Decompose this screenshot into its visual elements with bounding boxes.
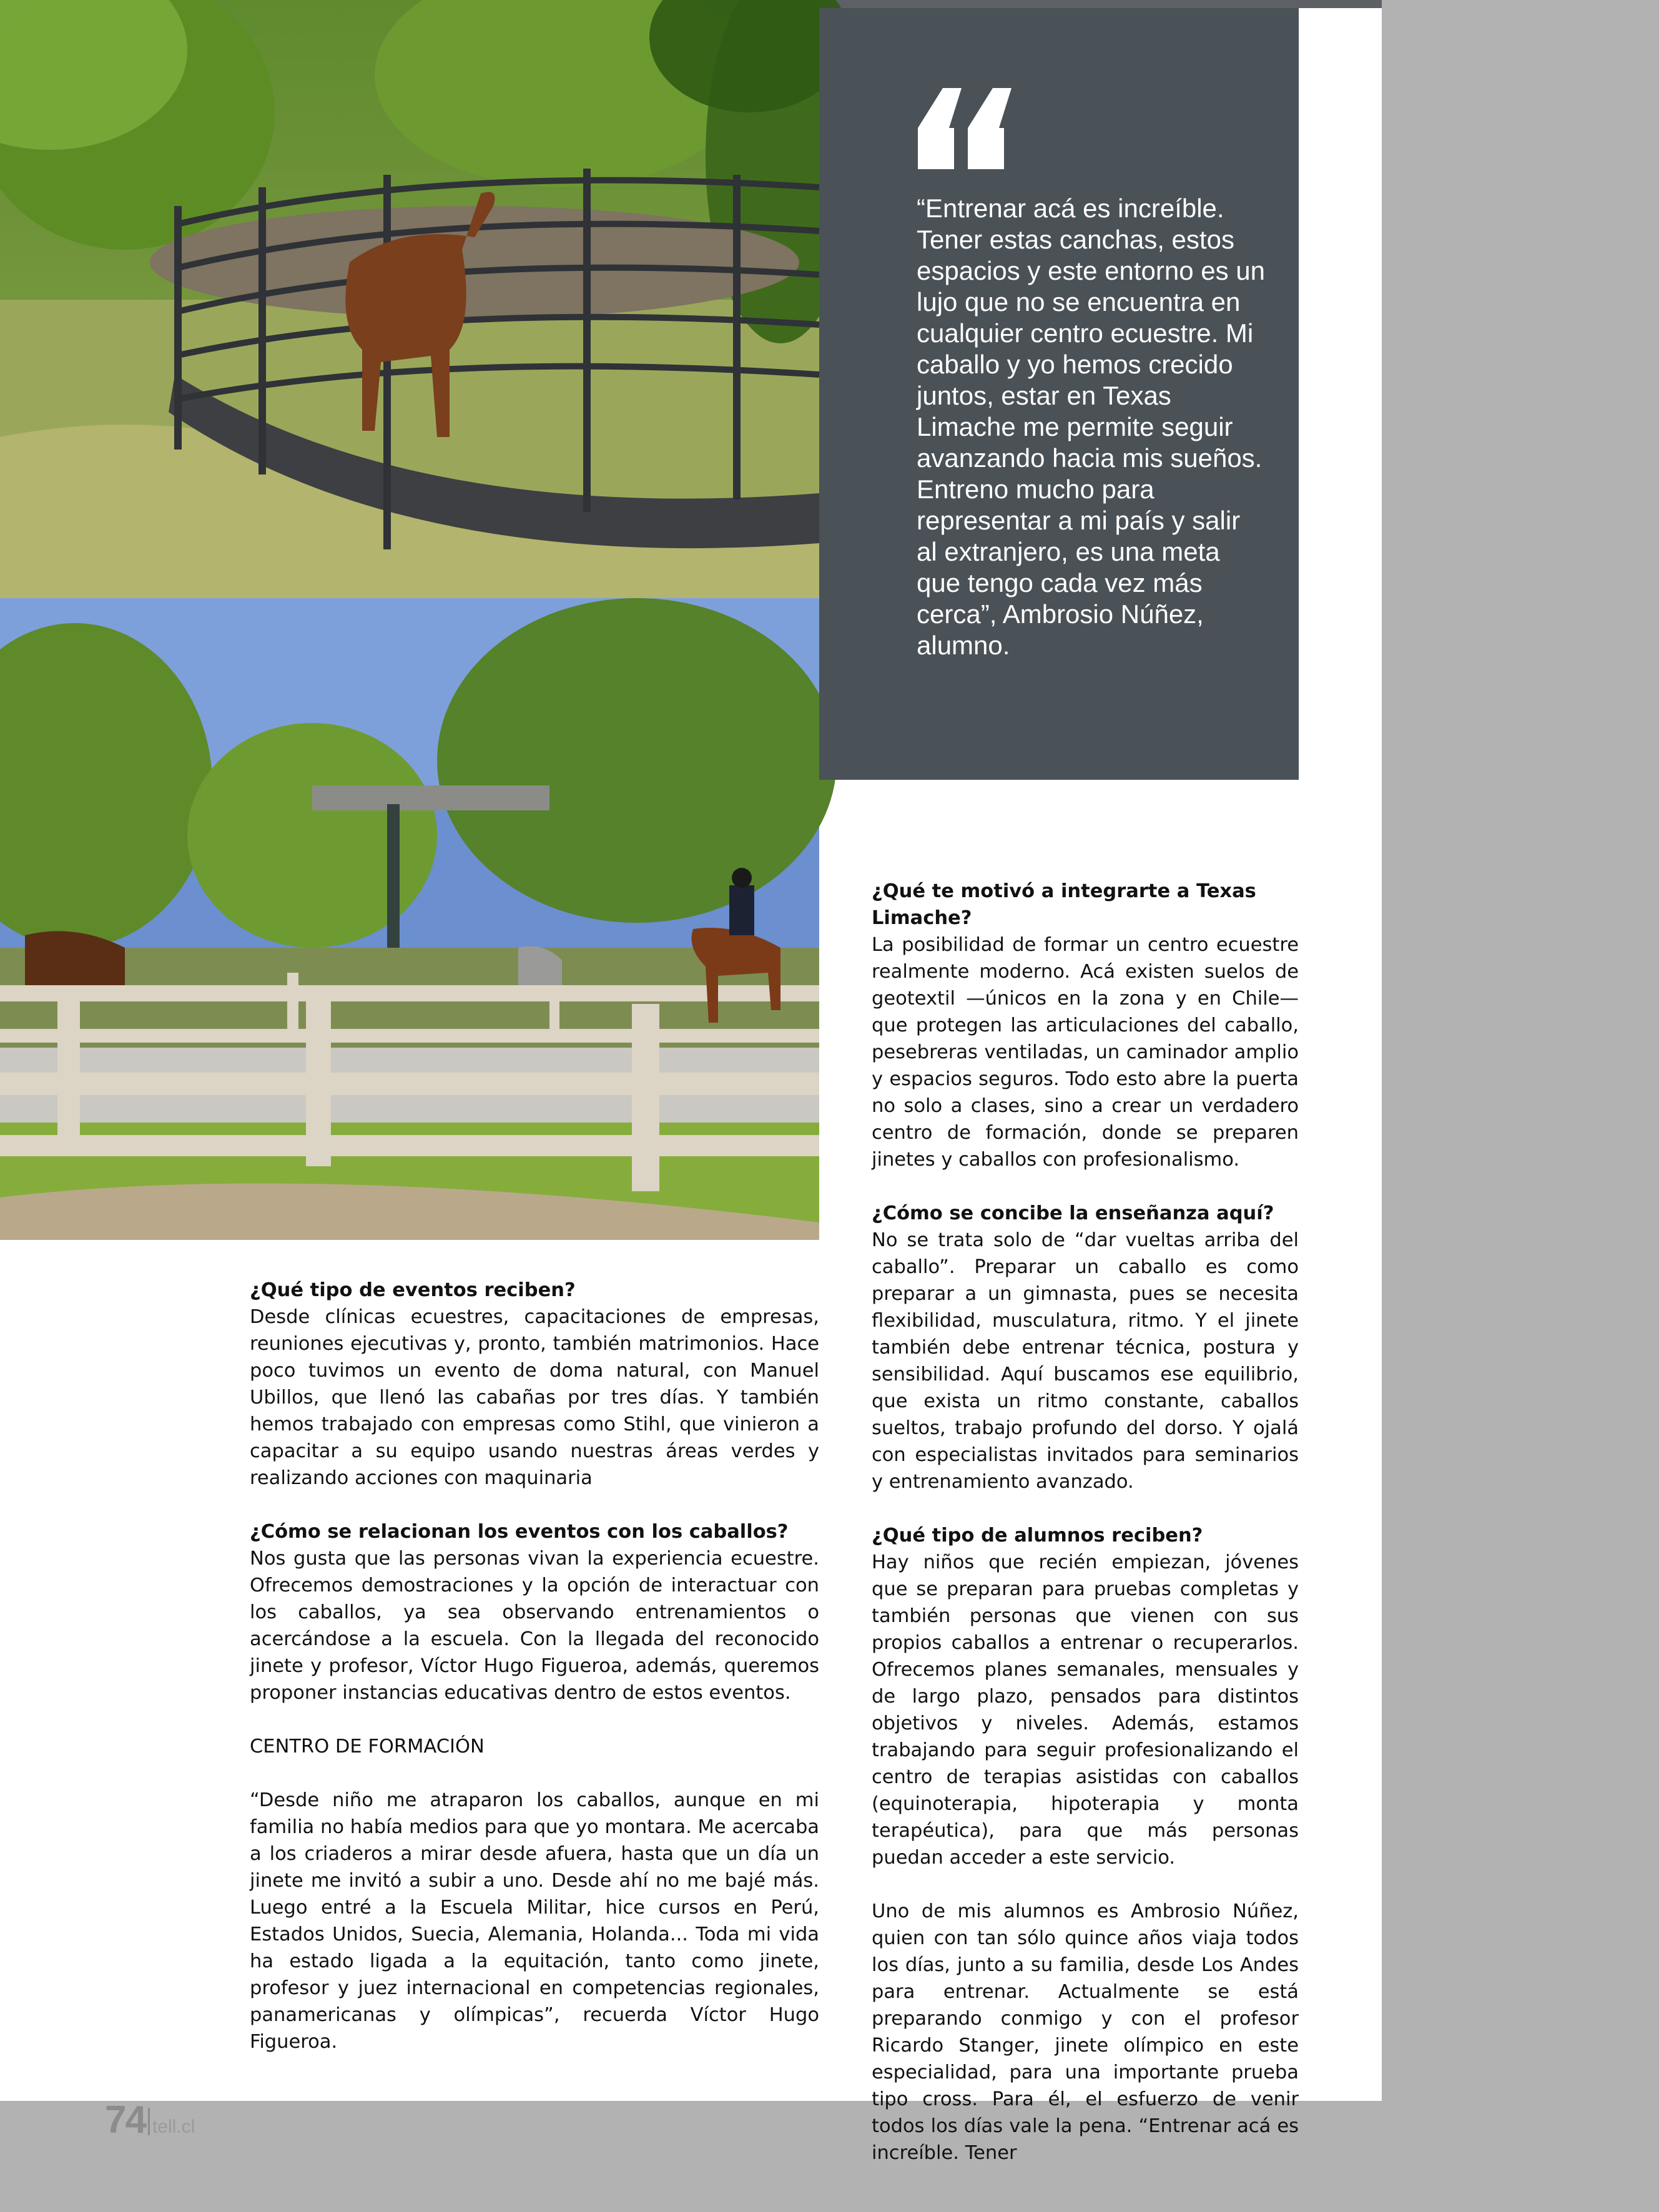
question-events-horses: ¿Cómo se relacionan los eventos con los caballos? — [250, 1521, 789, 1543]
question-events: ¿Qué tipo de eventos reciben? — [250, 1279, 576, 1301]
right-text-column — [872, 878, 1299, 2166]
page-number: 74 — [105, 2098, 145, 2141]
question-motivation: ¿Qué te motivó a integrarte a Texas Limache? — [872, 880, 1256, 929]
pull-quote-text: “Entrenar acá es increíble. Tener estas canchas, estos espacios y este entorno es un lujo que no se encuentra en cualquier centro ecuestre. Mi caballo y yo hemos crecido juntos, estar en Texas Limache me permite seguir avanzando hacia mis sueños. Entreno mucho para representar a mi país y salir al extranjero, es una meta que tengo cada vez más cerca”, Ambrosio Núñez, alumno. — [917, 194, 1266, 660]
answer-students: Hay niños que recién empiezan, jóvenes que se preparan para pruebas completas y también personas que vienen con sus propios caballos a entrenar o recuperarlos. Ofrecemos planes semanales, mensuales y de largo plazo, pensados para distintos objetivos y niveles. Además, estamos trabajando para seguir profesionalizando el centro de terapias asistidas con caballos (equinoterapia, hipoterapia y monta terapéutica), para que más personas puedan acceder a este servicio. — [872, 1551, 1299, 1869]
footer-site: tell.cl — [152, 2116, 195, 2137]
section-heading: CENTRO DE FORMACIÓN — [250, 1736, 485, 1757]
paragraph-figueroa: “Desde niño me atraparon los caballos, aunque en mi familia no había medios para que yo montara. Me acercaba a los criaderos a mirar desde afuera, hasta que un día un jinete me invitó a subir a uno. Desde ahí no me bajé más. Luego entré a la Escuela Militar, hice cursos en Perú, Estados Unidos, Suecia, Alemania, Holanda... Toda mi vida ha estado ligada a la equitación, tanto como jinete, profesor y juez internacional en competencias regionales, panamericanas y olímpicas”, recuerda Víctor Hugo Figueroa. — [250, 1789, 819, 2053]
pull-quote-box — [819, 8, 1299, 780]
answer-teaching: No se trata solo de “dar vueltas arriba del caballo”. Preparar un caballo es como preparar a un gimnasta, pues se necesita flexibilidad, musculatura, ritmo. Y el jinete también debe entrenar técnica, postura y sensibilidad. Aquí buscamos ese equilibrio, que exista un ritmo constante, caballos sueltos, trabajo profundo del dorso. Y ojalá con especialistas invitados para seminarios y entrenamiento avanzado. — [872, 1229, 1299, 1493]
answer-events-horses: Nos gusta que las personas vivan la experiencia ecuestre. Ofrecemos demostraciones y la opción de interactuar con los caballos, ya sea observando entrenamientos o acercándose a la escuela. Con la llegada del reconocido jinete y profesor, Víctor Hugo Figueroa, además, queremos proponer instancias educativas dentro de estos eventos. — [250, 1548, 819, 1704]
answer-motivation: La posibilidad de formar un centro ecuestre realmente moderno. Acá existen suelos de geotextil —únicos en la zona y en Chile— que protegen las articulaciones del caballo, pesebreras ventiladas, un caminador amplio y espacios seguros. Todo esto abre la puerta no solo a clases, sino a crear un verdadero centro de formación, donde se preparen jinetes y caballos con profesionalismo. — [872, 934, 1299, 1171]
question-teaching: ¿Cómo se concibe la enseñanza aquí? — [872, 1202, 1274, 1224]
question-students: ¿Qué tipo de alumnos reciben? — [872, 1525, 1203, 1546]
left-text-column — [250, 1277, 819, 2055]
paragraph-ambrosio: Uno de mis alumnos es Ambrosio Núñez, quien con tan sólo quince años viaja todos los días, junto a su familia, desde Los Andes para entrenar. Actualmente se está preparando conmigo y con el profesor Ricardo Stanger, jinete olímpico en este especialidad, para una importante prueba tipo cross. Para él, el esfuerzo de venir todos los días vale la pena. “Entrenar acá es increíble. Tener — [872, 1900, 1299, 2164]
answer-events: Desde clínicas ecuestres, capacitaciones de empresas, reuniones ejecutivas y, pronto, también matrimonios. Hace poco tuvimos un evento de doma natural, con Manuel Ubillos, que llenó las cabañas por tres días. Y también hemos trabajado con empresas como Stihl, que vinieron a capacitar a su equipo usando nuestras áreas verdes y realizando acciones con maquinaria — [250, 1306, 819, 1489]
footer-divider — [148, 2108, 150, 2135]
photo-rider-fence — [0, 598, 819, 1240]
page-footer — [105, 2098, 195, 2141]
quote-mark-icon — [918, 88, 1012, 169]
photo-round-pen — [0, 0, 819, 598]
